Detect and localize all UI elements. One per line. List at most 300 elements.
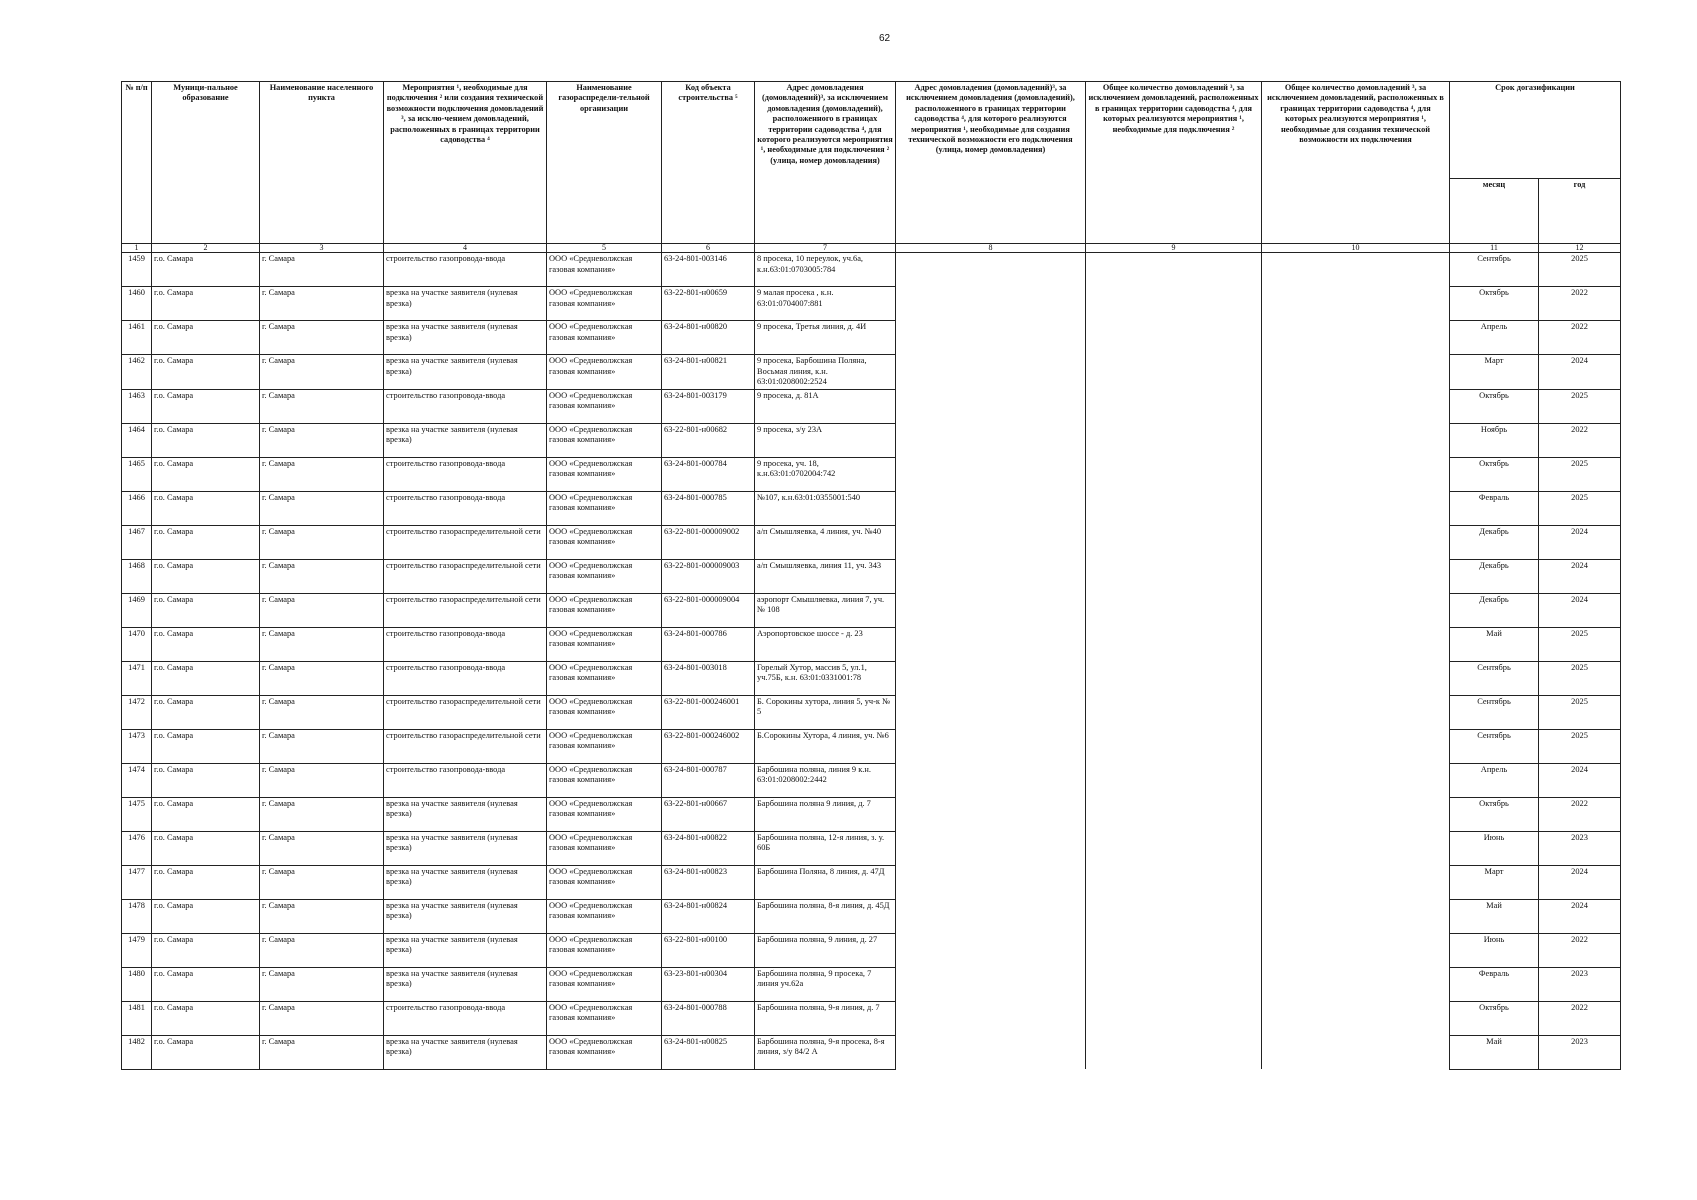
row-municipality: г.о. Самара bbox=[152, 763, 260, 797]
row-address-capacity bbox=[896, 967, 1086, 1001]
row-object-code: 63-24-801-н00823 bbox=[662, 865, 755, 899]
row-number: 1479 bbox=[122, 933, 152, 967]
row-year: 2022 bbox=[1539, 933, 1621, 967]
row-event: строительство газопровода-ввода bbox=[384, 627, 547, 661]
row-object-code: 63-24-801-003146 bbox=[662, 253, 755, 287]
row-number: 1462 bbox=[122, 355, 152, 390]
row-year: 2025 bbox=[1539, 661, 1621, 695]
row-event: строительство газопровода-ввода bbox=[384, 661, 547, 695]
row-municipality: г.о. Самара bbox=[152, 253, 260, 287]
row-number: 1471 bbox=[122, 661, 152, 695]
row-municipality: г.о. Самара bbox=[152, 831, 260, 865]
row-object-code: 63-22-801-000009002 bbox=[662, 525, 755, 559]
row-event: врезка на участке заявителя (нулевая врезка) bbox=[384, 423, 547, 457]
row-organization: ООО «Средневолжская газовая компания» bbox=[547, 525, 662, 559]
row-address: Барбошина поляна, 9-я линия, д. 7 bbox=[755, 1001, 896, 1035]
row-object-code: 63-24-801-н00820 bbox=[662, 321, 755, 355]
row-address: №107, к.н.63:01:0355001:540 bbox=[755, 491, 896, 525]
row-address-capacity bbox=[896, 695, 1086, 729]
header-count-capacity: Общее количество домовладений ³, за исключением домовладений, расположенных в границах территории садоводства ⁴, для которых реализуются мероприятия ¹, необходимые для создания технической возможности их подключения bbox=[1262, 82, 1450, 244]
row-municipality: г.о. Самара bbox=[152, 525, 260, 559]
row-settlement: г. Самара bbox=[260, 593, 384, 627]
table-row bbox=[122, 933, 1621, 967]
row-municipality: г.о. Самара bbox=[152, 457, 260, 491]
table-row bbox=[122, 423, 1621, 457]
row-address: а/п Смышляевка, линия 11, уч. 343 bbox=[755, 559, 896, 593]
row-organization: ООО «Средневолжская газовая компания» bbox=[547, 831, 662, 865]
row-organization: ООО «Средневолжская газовая компания» bbox=[547, 491, 662, 525]
row-address-capacity bbox=[896, 457, 1086, 491]
table-row bbox=[122, 321, 1621, 355]
row-address-capacity bbox=[896, 593, 1086, 627]
row-address-capacity bbox=[896, 423, 1086, 457]
header-month: месяц bbox=[1450, 179, 1539, 244]
page-number: 62 bbox=[878, 33, 891, 44]
row-address: Барбошина поляна, 9 линия, д. 27 bbox=[755, 933, 896, 967]
row-address: 9 малая просека , к.н. 63:01:0704007:881 bbox=[755, 287, 896, 321]
row-address-capacity bbox=[896, 763, 1086, 797]
row-object-code: 63-24-801-003018 bbox=[662, 661, 755, 695]
row-event: строительство газопровода-ввода bbox=[384, 389, 547, 423]
row-address: 9 просека, д. 81А bbox=[755, 389, 896, 423]
row-municipality: г.о. Самара bbox=[152, 967, 260, 1001]
row-month: Май bbox=[1450, 627, 1539, 661]
table-row bbox=[122, 763, 1621, 797]
row-month: Декабрь bbox=[1450, 593, 1539, 627]
row-month: Апрель bbox=[1450, 321, 1539, 355]
row-count-capacity bbox=[1262, 695, 1450, 729]
row-settlement: г. Самара bbox=[260, 423, 384, 457]
row-count-connection bbox=[1086, 559, 1262, 593]
row-number: 1463 bbox=[122, 389, 152, 423]
row-settlement: г. Самара bbox=[260, 695, 384, 729]
row-count-capacity bbox=[1262, 729, 1450, 763]
row-settlement: г. Самара bbox=[260, 933, 384, 967]
row-address: а/п Смышляевка, 4 линия, уч. №40 bbox=[755, 525, 896, 559]
row-number: 1469 bbox=[122, 593, 152, 627]
row-number: 1475 bbox=[122, 797, 152, 831]
table-row bbox=[122, 491, 1621, 525]
row-count-connection bbox=[1086, 1035, 1262, 1069]
header-events: Мероприятия ¹, необходимые для подключения ² или создания технической возможности подключения домовладений ³, за исклю-чением домовладений, расположенных в границах территории садоводства ⁴ bbox=[384, 82, 547, 244]
row-number: 1460 bbox=[122, 287, 152, 321]
row-municipality: г.о. Самара bbox=[152, 559, 260, 593]
row-settlement: г. Самара bbox=[260, 355, 384, 390]
row-number: 1480 bbox=[122, 967, 152, 1001]
row-event: строительство газораспределительной сети bbox=[384, 593, 547, 627]
row-object-code: 63-24-801-000784 bbox=[662, 457, 755, 491]
column-number: 10 bbox=[1262, 244, 1450, 253]
row-object-code: 63-22-801-000246001 bbox=[662, 695, 755, 729]
header-count-connection: Общее количество домовладений ³, за исключением домовладений, расположенных в границах территории садоводства ⁴, для которых реализуются мероприятия ¹, необходимые для подключения ² bbox=[1086, 82, 1262, 244]
header-year: год bbox=[1539, 179, 1621, 244]
row-address: Барбошина Поляна, 8 линия, д. 47Д bbox=[755, 865, 896, 899]
header-number: № п/п bbox=[122, 82, 152, 244]
table-row bbox=[122, 389, 1621, 423]
table-row bbox=[122, 457, 1621, 491]
row-event: строительство газопровода-ввода bbox=[384, 1001, 547, 1035]
row-municipality: г.о. Самара bbox=[152, 491, 260, 525]
row-settlement: г. Самара bbox=[260, 253, 384, 287]
row-count-capacity bbox=[1262, 1035, 1450, 1069]
row-year: 2022 bbox=[1539, 423, 1621, 457]
row-address: 8 просека, 10 переулок, уч.6а, к.н.63:01:0703005:784 bbox=[755, 253, 896, 287]
row-count-connection bbox=[1086, 1001, 1262, 1035]
row-number: 1482 bbox=[122, 1035, 152, 1069]
row-event: врезка на участке заявителя (нулевая врезка) bbox=[384, 865, 547, 899]
row-address-capacity bbox=[896, 355, 1086, 390]
row-address: Б. Сорокины хутора, линия 5, уч-к № 5 bbox=[755, 695, 896, 729]
column-number: 8 bbox=[896, 244, 1086, 253]
row-count-capacity bbox=[1262, 967, 1450, 1001]
row-organization: ООО «Средневолжская газовая компания» bbox=[547, 457, 662, 491]
row-count-capacity bbox=[1262, 287, 1450, 321]
row-address: Горелый Хутор, массив 5, ул.1, уч.75Б, к.н. 63:01:0331001:78 bbox=[755, 661, 896, 695]
row-municipality: г.о. Самара bbox=[152, 389, 260, 423]
row-address-capacity bbox=[896, 491, 1086, 525]
table-row bbox=[122, 525, 1621, 559]
column-number: 7 bbox=[755, 244, 896, 253]
row-year: 2025 bbox=[1539, 253, 1621, 287]
row-count-capacity bbox=[1262, 831, 1450, 865]
row-count-connection bbox=[1086, 287, 1262, 321]
table-row bbox=[122, 831, 1621, 865]
row-year: 2022 bbox=[1539, 287, 1621, 321]
row-organization: ООО «Средневолжская газовая компания» bbox=[547, 593, 662, 627]
row-month: Июнь bbox=[1450, 933, 1539, 967]
row-count-connection bbox=[1086, 253, 1262, 287]
row-object-code: 63-22-801-н00100 bbox=[662, 933, 755, 967]
row-month: Май bbox=[1450, 899, 1539, 933]
column-number: 6 bbox=[662, 244, 755, 253]
row-year: 2024 bbox=[1539, 899, 1621, 933]
row-address: Барбошина поляна, 9 просека, 7 линия уч.62а bbox=[755, 967, 896, 1001]
row-count-connection bbox=[1086, 627, 1262, 661]
row-year: 2023 bbox=[1539, 1035, 1621, 1069]
table-row bbox=[122, 627, 1621, 661]
row-settlement: г. Самара bbox=[260, 763, 384, 797]
row-address: 9 просека, Третья линия, д. 4И bbox=[755, 321, 896, 355]
row-municipality: г.о. Самара bbox=[152, 661, 260, 695]
row-count-connection bbox=[1086, 457, 1262, 491]
row-settlement: г. Самара bbox=[260, 729, 384, 763]
row-year: 2023 bbox=[1539, 967, 1621, 1001]
row-municipality: г.о. Самара bbox=[152, 1001, 260, 1035]
row-organization: ООО «Средневолжская газовая компания» bbox=[547, 661, 662, 695]
row-number: 1461 bbox=[122, 321, 152, 355]
row-municipality: г.о. Самара bbox=[152, 355, 260, 390]
row-address-capacity bbox=[896, 729, 1086, 763]
row-count-capacity bbox=[1262, 1001, 1450, 1035]
row-count-capacity bbox=[1262, 865, 1450, 899]
row-address: Барбошина поляна 9 линия, д. 7 bbox=[755, 797, 896, 831]
table-row bbox=[122, 593, 1621, 627]
row-number: 1466 bbox=[122, 491, 152, 525]
row-number: 1476 bbox=[122, 831, 152, 865]
row-number: 1459 bbox=[122, 253, 152, 287]
row-object-code: 63-22-801-н00659 bbox=[662, 287, 755, 321]
row-settlement: г. Самара bbox=[260, 389, 384, 423]
row-object-code: 63-24-801-н00824 bbox=[662, 899, 755, 933]
row-object-code: 63-24-801-003179 bbox=[662, 389, 755, 423]
row-month: Октябрь bbox=[1450, 457, 1539, 491]
row-count-connection bbox=[1086, 525, 1262, 559]
column-number-row bbox=[122, 244, 1621, 253]
row-month: Март bbox=[1450, 865, 1539, 899]
row-number: 1464 bbox=[122, 423, 152, 457]
row-count-connection bbox=[1086, 865, 1262, 899]
header-deadline: Срок догазификации bbox=[1450, 82, 1621, 179]
row-settlement: г. Самара bbox=[260, 797, 384, 831]
row-event: врезка на участке заявителя (нулевая врезка) bbox=[384, 899, 547, 933]
row-number: 1468 bbox=[122, 559, 152, 593]
row-count-connection bbox=[1086, 797, 1262, 831]
row-year: 2025 bbox=[1539, 389, 1621, 423]
row-month: Сентябрь bbox=[1450, 661, 1539, 695]
row-event: строительство газораспределительной сети bbox=[384, 695, 547, 729]
row-year: 2024 bbox=[1539, 559, 1621, 593]
row-count-capacity bbox=[1262, 253, 1450, 287]
row-year: 2024 bbox=[1539, 355, 1621, 390]
row-address: Барбошина поляна, 8-я линия, д. 45Д bbox=[755, 899, 896, 933]
row-year: 2022 bbox=[1539, 321, 1621, 355]
table-row bbox=[122, 967, 1621, 1001]
row-count-capacity bbox=[1262, 389, 1450, 423]
row-address-capacity bbox=[896, 559, 1086, 593]
table-row bbox=[122, 695, 1621, 729]
row-year: 2025 bbox=[1539, 695, 1621, 729]
row-month: Декабрь bbox=[1450, 559, 1539, 593]
row-address: Аэропортовское шоссе - д. 23 bbox=[755, 627, 896, 661]
row-month: Октябрь bbox=[1450, 389, 1539, 423]
row-month: Октябрь bbox=[1450, 287, 1539, 321]
row-organization: ООО «Средневолжская газовая компания» bbox=[547, 729, 662, 763]
row-municipality: г.о. Самара bbox=[152, 865, 260, 899]
row-settlement: г. Самара bbox=[260, 321, 384, 355]
row-municipality: г.о. Самара bbox=[152, 933, 260, 967]
table-row bbox=[122, 899, 1621, 933]
row-year: 2024 bbox=[1539, 865, 1621, 899]
row-month: Июнь bbox=[1450, 831, 1539, 865]
table-row bbox=[122, 287, 1621, 321]
column-number: 1 bbox=[122, 244, 152, 253]
column-number: 12 bbox=[1539, 244, 1621, 253]
row-settlement: г. Самара bbox=[260, 967, 384, 1001]
row-count-connection bbox=[1086, 967, 1262, 1001]
row-organization: ООО «Средневолжская газовая компания» bbox=[547, 865, 662, 899]
gasification-table bbox=[121, 81, 1621, 1070]
row-municipality: г.о. Самара bbox=[152, 899, 260, 933]
row-year: 2025 bbox=[1539, 729, 1621, 763]
row-count-connection bbox=[1086, 321, 1262, 355]
table-row bbox=[122, 1001, 1621, 1035]
row-organization: ООО «Средневолжская газовая компания» bbox=[547, 763, 662, 797]
row-count-capacity bbox=[1262, 593, 1450, 627]
row-count-capacity bbox=[1262, 661, 1450, 695]
row-settlement: г. Самара bbox=[260, 287, 384, 321]
row-number: 1472 bbox=[122, 695, 152, 729]
row-settlement: г. Самара bbox=[260, 525, 384, 559]
row-event: строительство газораспределительной сети bbox=[384, 559, 547, 593]
row-number: 1467 bbox=[122, 525, 152, 559]
row-address: Барбошина поляна, линия 9 к.н. 63:01:0208002:2442 bbox=[755, 763, 896, 797]
row-settlement: г. Самара bbox=[260, 1035, 384, 1069]
row-organization: ООО «Средневолжская газовая компания» bbox=[547, 1001, 662, 1035]
row-number: 1477 bbox=[122, 865, 152, 899]
row-count-capacity bbox=[1262, 797, 1450, 831]
row-organization: ООО «Средневолжская газовая компания» bbox=[547, 423, 662, 457]
row-organization: ООО «Средневолжская газовая компания» bbox=[547, 797, 662, 831]
row-municipality: г.о. Самара bbox=[152, 423, 260, 457]
row-count-connection bbox=[1086, 355, 1262, 390]
row-settlement: г. Самара bbox=[260, 491, 384, 525]
row-count-capacity bbox=[1262, 559, 1450, 593]
header-object-code: Код объекта строительства ⁵ bbox=[662, 82, 755, 244]
row-municipality: г.о. Самара bbox=[152, 321, 260, 355]
header-settlement: Наименование населенного пункта bbox=[260, 82, 384, 244]
row-month: Декабрь bbox=[1450, 525, 1539, 559]
row-year: 2023 bbox=[1539, 831, 1621, 865]
row-address-capacity bbox=[896, 627, 1086, 661]
row-settlement: г. Самара bbox=[260, 865, 384, 899]
row-address-capacity bbox=[896, 1001, 1086, 1035]
row-address-capacity bbox=[896, 525, 1086, 559]
table-row bbox=[122, 355, 1621, 390]
row-settlement: г. Самара bbox=[260, 559, 384, 593]
row-settlement: г. Самара bbox=[260, 831, 384, 865]
row-year: 2025 bbox=[1539, 627, 1621, 661]
row-municipality: г.о. Самара bbox=[152, 797, 260, 831]
row-month: Октябрь bbox=[1450, 797, 1539, 831]
row-count-connection bbox=[1086, 389, 1262, 423]
row-municipality: г.о. Самара bbox=[152, 593, 260, 627]
row-event: строительство газопровода-ввода bbox=[384, 491, 547, 525]
row-settlement: г. Самара bbox=[260, 661, 384, 695]
row-organization: ООО «Средневолжская газовая компания» bbox=[547, 899, 662, 933]
row-address: 9 просека, уч. 18, к.н.63:01:0702004:742 bbox=[755, 457, 896, 491]
row-organization: ООО «Средневолжская газовая компания» bbox=[547, 559, 662, 593]
row-month: Сентябрь bbox=[1450, 695, 1539, 729]
row-count-connection bbox=[1086, 491, 1262, 525]
row-settlement: г. Самара bbox=[260, 1001, 384, 1035]
row-organization: ООО «Средневолжская газовая компания» bbox=[547, 355, 662, 390]
row-year: 2024 bbox=[1539, 593, 1621, 627]
row-object-code: 63-24-801-н00825 bbox=[662, 1035, 755, 1069]
row-address: 9 просека, з/у 23А bbox=[755, 423, 896, 457]
row-organization: ООО «Средневолжская газовая компания» bbox=[547, 389, 662, 423]
row-object-code: 63-24-801-н00821 bbox=[662, 355, 755, 390]
row-address: аэропорт Смышляевка, линия 7, уч. № 108 bbox=[755, 593, 896, 627]
row-year: 2024 bbox=[1539, 525, 1621, 559]
row-count-connection bbox=[1086, 899, 1262, 933]
row-address-capacity bbox=[896, 797, 1086, 831]
row-municipality: г.о. Самара bbox=[152, 1035, 260, 1069]
row-count-capacity bbox=[1262, 627, 1450, 661]
row-organization: ООО «Средневолжская газовая компания» bbox=[547, 933, 662, 967]
row-organization: ООО «Средневолжская газовая компания» bbox=[547, 627, 662, 661]
row-month: Октябрь bbox=[1450, 1001, 1539, 1035]
row-address-capacity bbox=[896, 321, 1086, 355]
row-address-capacity bbox=[896, 253, 1086, 287]
row-event: врезка на участке заявителя (нулевая врезка) bbox=[384, 321, 547, 355]
row-year: 2024 bbox=[1539, 763, 1621, 797]
column-number: 9 bbox=[1086, 244, 1262, 253]
row-number: 1481 bbox=[122, 1001, 152, 1035]
row-count-capacity bbox=[1262, 457, 1450, 491]
row-event: врезка на участке заявителя (нулевая врезка) bbox=[384, 967, 547, 1001]
row-count-connection bbox=[1086, 763, 1262, 797]
row-municipality: г.о. Самара bbox=[152, 695, 260, 729]
row-address-capacity bbox=[896, 865, 1086, 899]
row-municipality: г.о. Самара bbox=[152, 627, 260, 661]
table-row bbox=[122, 865, 1621, 899]
row-event: строительство газораспределительной сети bbox=[384, 729, 547, 763]
row-count-connection bbox=[1086, 661, 1262, 695]
row-organization: ООО «Средневолжская газовая компания» bbox=[547, 1035, 662, 1069]
row-number: 1474 bbox=[122, 763, 152, 797]
row-count-connection bbox=[1086, 593, 1262, 627]
row-address: Барбошина поляна, 9-я просека, 8-я линия, з/у 84/2 А bbox=[755, 1035, 896, 1069]
row-organization: ООО «Средневолжская газовая компания» bbox=[547, 287, 662, 321]
row-event: врезка на участке заявителя (нулевая врезка) bbox=[384, 1035, 547, 1069]
header-address-capacity: Адрес домовладения (домовладений)³, за исключением домовладения (домовладений), расположенного в границах территории садоводства ⁴, для которого реализуются мероприятия ¹, необходимые для создания технической возможности его подключения (улица, номер домовладения) bbox=[896, 82, 1086, 244]
row-object-code: 63-22-801-н00667 bbox=[662, 797, 755, 831]
row-month: Май bbox=[1450, 1035, 1539, 1069]
row-count-capacity bbox=[1262, 525, 1450, 559]
row-address-capacity bbox=[896, 389, 1086, 423]
row-object-code: 63-22-801-н00682 bbox=[662, 423, 755, 457]
row-number: 1465 bbox=[122, 457, 152, 491]
row-month: Февраль bbox=[1450, 967, 1539, 1001]
row-organization: ООО «Средневолжская газовая компания» bbox=[547, 967, 662, 1001]
table-row bbox=[122, 253, 1621, 287]
row-address-capacity bbox=[896, 287, 1086, 321]
row-object-code: 63-24-801-000785 bbox=[662, 491, 755, 525]
column-number: 5 bbox=[547, 244, 662, 253]
row-object-code: 63-24-801-000786 bbox=[662, 627, 755, 661]
row-year: 2022 bbox=[1539, 1001, 1621, 1035]
row-object-code: 63-22-801-000009003 bbox=[662, 559, 755, 593]
row-object-code: 63-24-801-000788 bbox=[662, 1001, 755, 1035]
row-object-code: 63-22-801-000009004 bbox=[662, 593, 755, 627]
table-row bbox=[122, 729, 1621, 763]
row-count-capacity bbox=[1262, 423, 1450, 457]
row-event: врезка на участке заявителя (нулевая врезка) bbox=[384, 797, 547, 831]
row-event: врезка на участке заявителя (нулевая врезка) bbox=[384, 287, 547, 321]
row-address-capacity bbox=[896, 1035, 1086, 1069]
row-address: Б.Сорокины Хутора, 4 линия, уч. №6 bbox=[755, 729, 896, 763]
row-event: строительство газопровода-ввода bbox=[384, 253, 547, 287]
row-count-connection bbox=[1086, 423, 1262, 457]
row-object-code: 63-22-801-000246002 bbox=[662, 729, 755, 763]
row-address-capacity bbox=[896, 661, 1086, 695]
row-count-connection bbox=[1086, 729, 1262, 763]
row-count-capacity bbox=[1262, 933, 1450, 967]
row-month: Ноябрь bbox=[1450, 423, 1539, 457]
row-event: строительство газопровода-ввода bbox=[384, 763, 547, 797]
row-address-capacity bbox=[896, 831, 1086, 865]
row-event: строительство газораспределительной сети bbox=[384, 525, 547, 559]
row-event: врезка на участке заявителя (нулевая врезка) bbox=[384, 831, 547, 865]
row-settlement: г. Самара bbox=[260, 899, 384, 933]
row-settlement: г. Самара bbox=[260, 457, 384, 491]
row-address-capacity bbox=[896, 933, 1086, 967]
row-year: 2025 bbox=[1539, 457, 1621, 491]
table-row bbox=[122, 559, 1621, 593]
row-number: 1478 bbox=[122, 899, 152, 933]
row-month: Апрель bbox=[1450, 763, 1539, 797]
table-row bbox=[122, 661, 1621, 695]
